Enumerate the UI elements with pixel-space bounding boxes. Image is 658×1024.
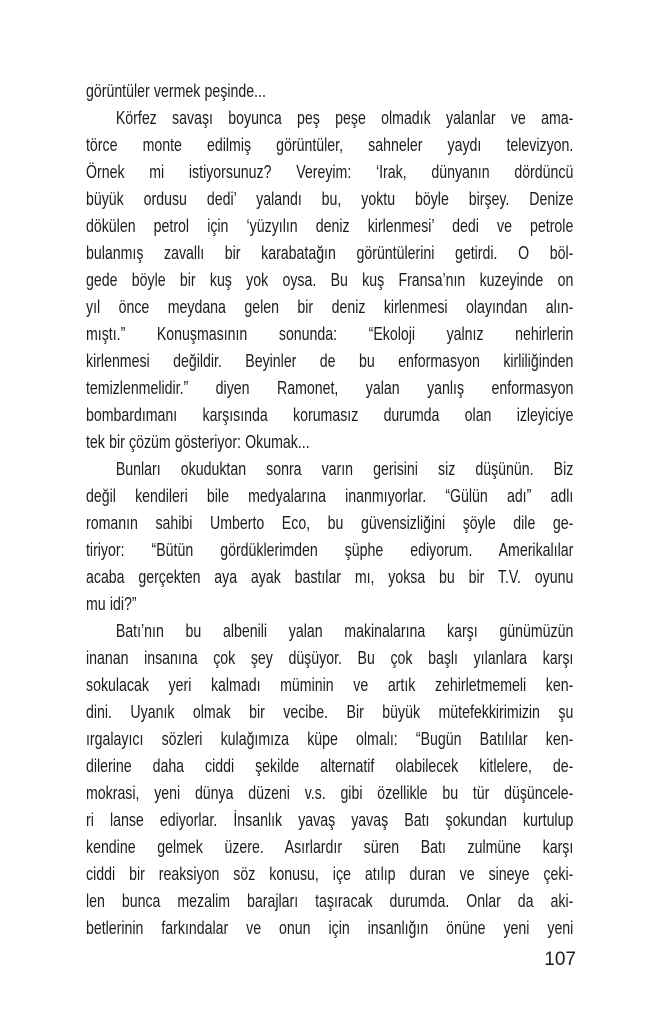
text-line: bombardımanı karşısında korumasız durumda olan izleyiciye bbox=[86, 405, 574, 425]
text-line: ri lanse ediyorlar. İnsanlık yavaş yavaş Batı şokundan kurtulup bbox=[86, 810, 574, 830]
text-line: gede böyle bir kuş yok oysa. Bu kuş Fransa’nın kuzeyinde on bbox=[86, 270, 574, 290]
text-line: dilerine daha ciddi şekilde alternatif olabilecek kitlelere, de- bbox=[86, 756, 574, 776]
text-line: ırgalayıcı sözleri kulağımıza küpe olmalı: “Bugün Batılılar ken- bbox=[86, 729, 574, 749]
text-line: kendine gelmek üzere. Asırlardır süren Batı zulmüne karşı bbox=[86, 837, 574, 857]
text-line: dini. Uyanık olmak bir vecibe. Bir büyük mütefekkirimizin şu bbox=[86, 702, 574, 722]
text-line: bulanmış zavallı bir karabatağın görüntülerini getirdi. O böl- bbox=[86, 243, 574, 263]
text-block bbox=[86, 78, 573, 942]
text-line: yıl önce meydana gelen bir deniz kirlenmesi olayından alın- bbox=[86, 297, 574, 317]
paragraph bbox=[86, 456, 573, 618]
text-line: Bunları okuduktan sonra varın gerisini siz düşünün. Biz bbox=[115, 459, 574, 479]
text-line: tek bir çözüm gösteriyor: Okumak... bbox=[86, 432, 310, 452]
paragraph bbox=[86, 105, 573, 456]
text-line: tiriyor: “Bütün gördüklerimden şüphe ediyorum. Amerikalılar bbox=[86, 540, 574, 560]
text-line: görüntüler vermek peşinde... bbox=[86, 81, 266, 101]
text-line: Körfez savaşı boyunca peş peşe olmadık yalanlar ve ama- bbox=[115, 108, 574, 128]
text-line: sokulacak yeri kalmadı müminin ve artık zehirletmemeli ken- bbox=[86, 675, 574, 695]
page-number: 107 bbox=[544, 949, 576, 970]
text-line: değil kendileri bile medyalarına inanmıyorlar. “Gülün adı” adlı bbox=[86, 486, 574, 506]
paragraph bbox=[86, 618, 573, 942]
text-line: mokrasi, yeni dünya düzeni v.s. gibi özellikle bu tür düşüncele- bbox=[86, 783, 574, 803]
text-line: ciddi bir reaksiyon söz konusu, içe atılıp duran ve sineye çeki- bbox=[86, 864, 574, 884]
text-line: mıştı.” Konuşmasının sonunda: “Ekoloji yalnız nehirlerin bbox=[86, 324, 574, 344]
text-line: temizlenmelidir.” diyen Ramonet, yalan yanlış enformasyon bbox=[86, 378, 574, 398]
text-line: romanın sahibi Umberto Eco, bu güvensizliğini şöyle dile ge- bbox=[86, 513, 574, 533]
text-line: büyük ordusu dedi’ yalandı bu, yoktu böyle birşey. Denize bbox=[86, 189, 574, 209]
text-line: Batı’nın bu albenili yalan makinalarına karşı günümüzün bbox=[115, 621, 574, 641]
text-line: betlerinin farkındalar ve onun için insanlığın önüne yeni yeni bbox=[86, 918, 574, 938]
text-line: mu idi?” bbox=[86, 594, 137, 614]
text-line: len bunca mezalim barajları taşıracak durumda. Onlar da aki- bbox=[86, 891, 574, 911]
text-line: kirlenmesi değildir. Beyinler de bu enformasyon kirliliğinden bbox=[86, 351, 574, 371]
text-line: Örnek mi istiyorsunuz? Vereyim: ‘Irak, dünyanın dördüncü bbox=[86, 162, 574, 182]
text-line: inanan insanına çok şey düşüyor. Bu çok başlı yılanlara karşı bbox=[86, 648, 574, 668]
paragraph bbox=[86, 78, 573, 105]
text-line: törce monte edilmiş görüntüler, sahneler yaydı televizyon. bbox=[86, 135, 574, 155]
text-line: dökülen petrol için ‘yüzyılın deniz kirlenmesi’ dedi ve petrole bbox=[86, 216, 574, 236]
text-line: acaba gerçekten aya ayak bastılar mı, yoksa bu bir T.V. oyunu bbox=[86, 567, 574, 587]
